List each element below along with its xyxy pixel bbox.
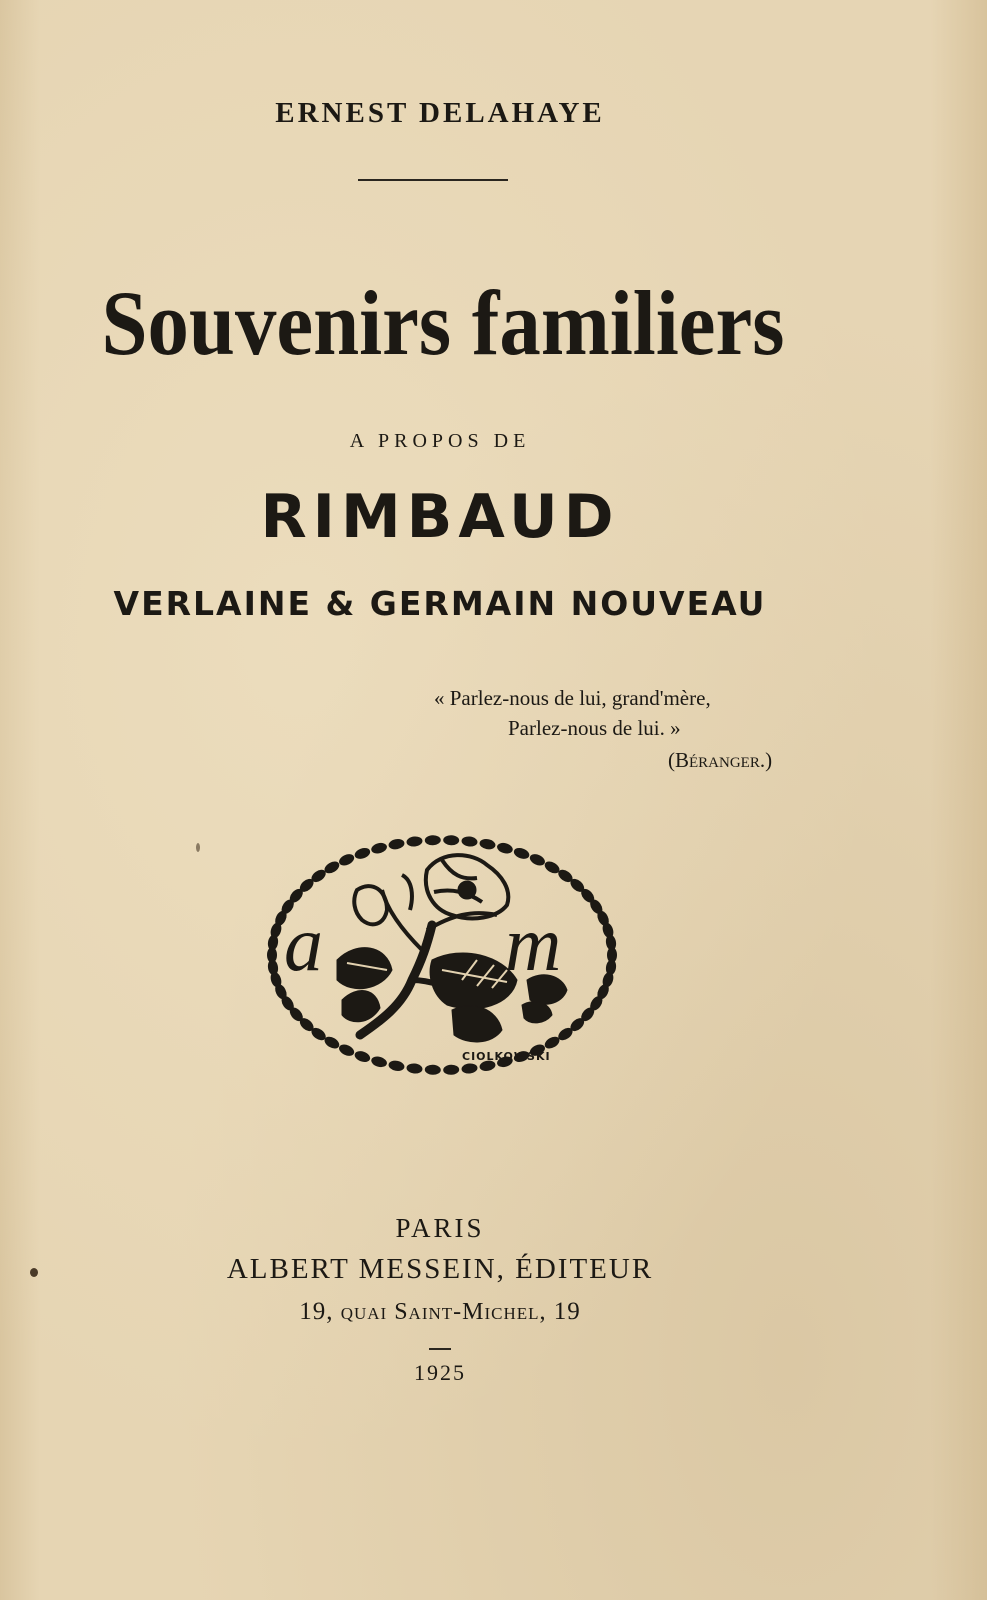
oval-bead — [353, 846, 371, 861]
oval-bead — [406, 1063, 423, 1075]
oval-bead — [512, 846, 530, 861]
oval-bead — [425, 835, 441, 846]
main-subject: RIMBAUD — [260, 482, 620, 552]
publication-year: 1925 — [414, 1360, 466, 1385]
paper-spot — [196, 843, 200, 852]
oval-bead — [461, 836, 478, 848]
address-number-left: 19, — [299, 1298, 334, 1325]
imprint-address — [0, 1298, 880, 1326]
oval-bead — [406, 836, 423, 848]
imprint-city: PARIS — [395, 1213, 485, 1243]
epigraph-line-2: Parlez-nous de lui. » — [508, 716, 681, 740]
oval-bead — [337, 852, 356, 868]
oval-bead — [388, 1059, 406, 1072]
imprint-publisher: ALBERT MESSEIN, ÉDITEUR — [226, 1253, 654, 1285]
oval-bead — [496, 841, 514, 855]
oval-bead — [479, 838, 497, 851]
address-street: quai Saint-Michel, — [340, 1299, 547, 1325]
logo-letter-m: m — [505, 900, 562, 987]
oval-bead — [337, 1042, 356, 1058]
short-divider — [429, 1348, 451, 1350]
oval-bead — [370, 1055, 388, 1069]
subtitle-prefix: A PROPOS DE — [349, 430, 531, 452]
oval-bead — [443, 1065, 459, 1076]
divider-rule — [358, 179, 508, 181]
publisher-mark-logo — [262, 830, 622, 1080]
address-number-right: 19 — [553, 1298, 581, 1325]
logo-letter-a: a — [284, 900, 323, 987]
secondary-subjects: VERLAINE & GERMAIN NOUVEAU — [113, 584, 767, 623]
epigraph-line-1: « Parlez-nous de lui, grand'mère, — [434, 686, 711, 710]
oval-bead — [461, 1063, 478, 1075]
oval-bead — [370, 841, 388, 855]
oval-bead — [353, 1049, 371, 1064]
oval-bead — [443, 835, 459, 846]
oval-bead — [528, 852, 547, 868]
book-title: Souvenirs familiers — [101, 272, 785, 374]
author-name: ERNEST DELAHAYE — [275, 97, 605, 129]
oval-bead — [388, 838, 406, 851]
epigraph-attribution: (Béranger.) — [668, 748, 773, 772]
paper-spot — [30, 1268, 38, 1277]
logo-artist-signature: CIOLKOWSKI — [462, 1050, 551, 1063]
oval-bead — [425, 1065, 441, 1076]
